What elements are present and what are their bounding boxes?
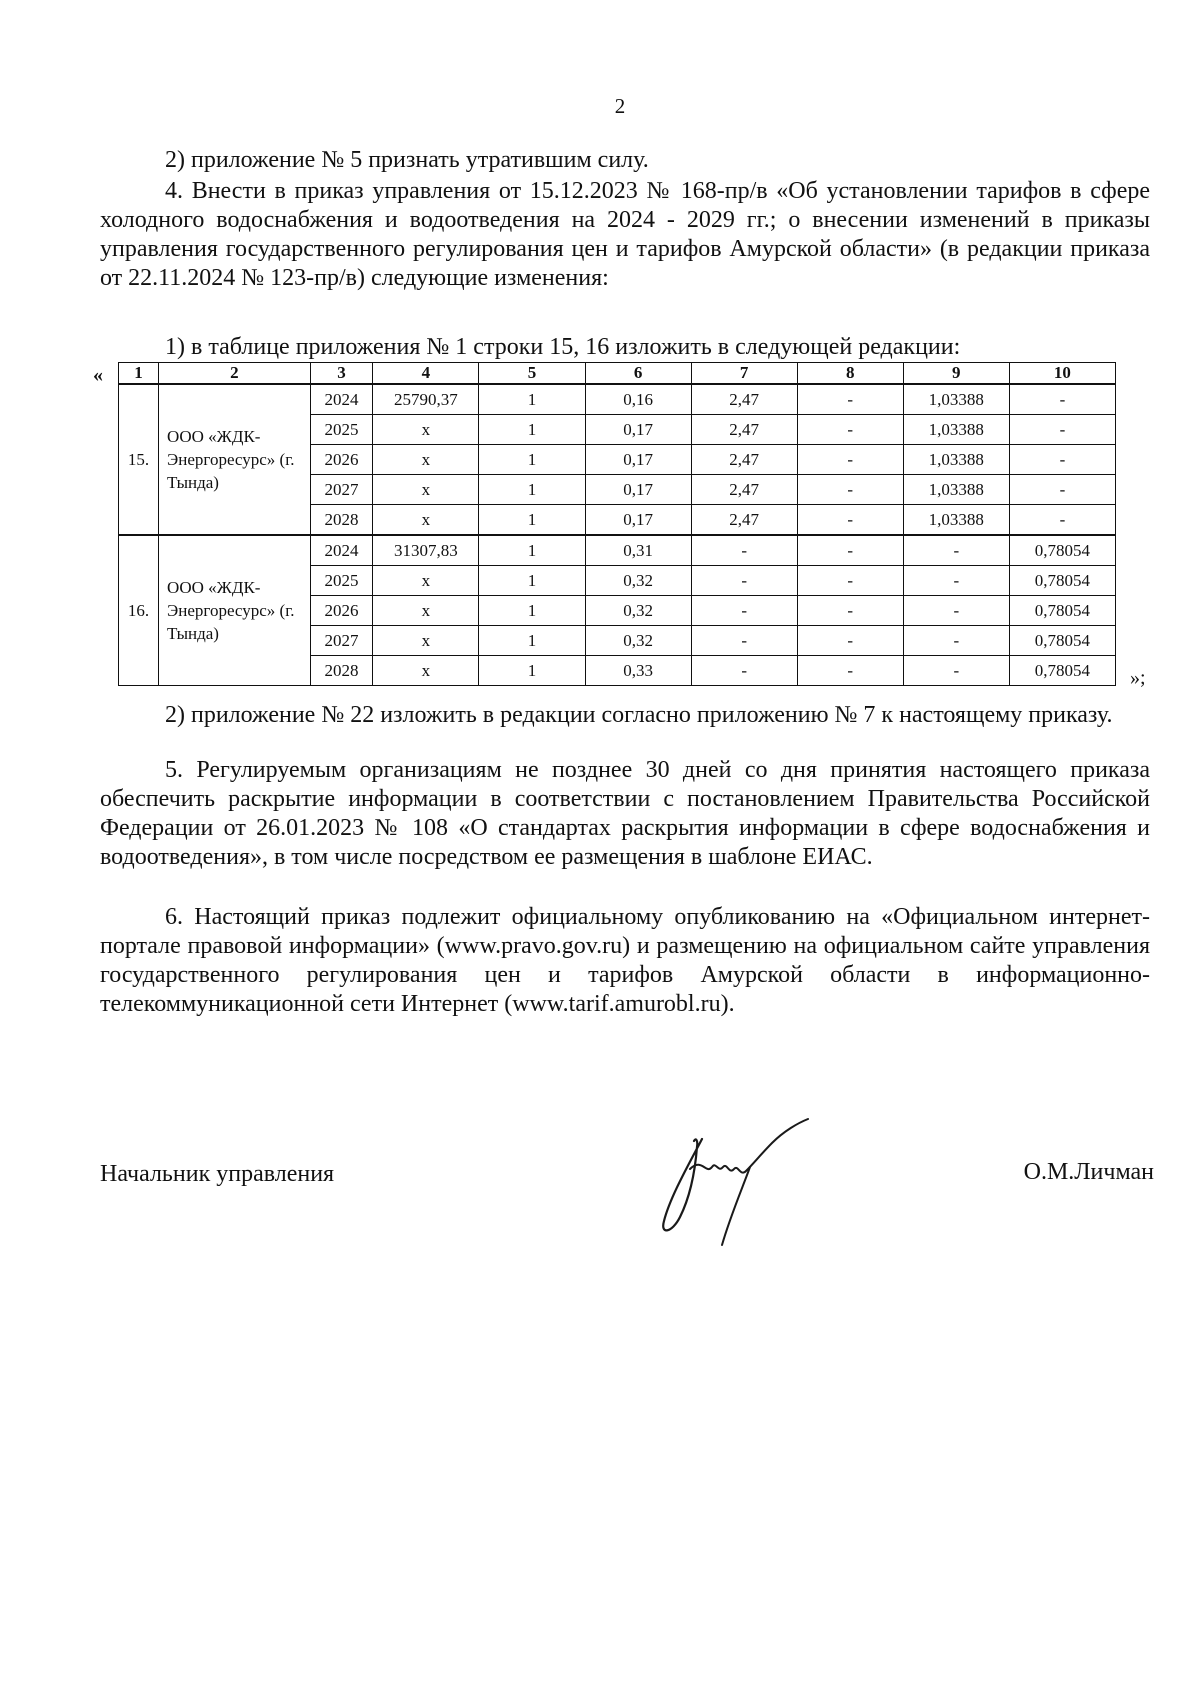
table-cell: 1 — [479, 566, 585, 596]
table-cell: 25790,37 — [373, 384, 479, 415]
table-cell: 1 — [479, 535, 585, 566]
table-cell: - — [797, 415, 903, 445]
table-cell: 1 — [479, 596, 585, 626]
table-cell: - — [1009, 445, 1115, 475]
signatory-name: О.М.Личман — [1023, 1159, 1154, 1185]
table-cell: 0,17 — [585, 445, 691, 475]
table-cell: 1,03388 — [903, 445, 1009, 475]
table-cell: - — [691, 535, 797, 566]
table-cell: 2028 — [310, 656, 373, 686]
row-number-cell: 15. — [119, 384, 159, 535]
table-cell: 0,78054 — [1009, 566, 1115, 596]
header-cell: 3 — [310, 363, 373, 385]
handwritten-signature — [650, 1117, 825, 1249]
table-cell: 2,47 — [691, 505, 797, 536]
table-cell: - — [903, 535, 1009, 566]
table-cell: 2,47 — [691, 445, 797, 475]
header-cell: 8 — [797, 363, 903, 385]
table-cell: 0,78054 — [1009, 596, 1115, 626]
table-cell: x — [373, 505, 479, 536]
table-row — [119, 384, 1116, 415]
table-close-quote: »; — [1130, 667, 1146, 689]
table-cell: 1,03388 — [903, 384, 1009, 415]
signatory-title: Начальник управления — [100, 1161, 335, 1187]
table-cell: x — [373, 445, 479, 475]
table-cell: 0,16 — [585, 384, 691, 415]
table-cell: 1 — [479, 656, 585, 686]
table-open-quote: « — [93, 364, 103, 386]
table-cell: - — [797, 384, 903, 415]
table-cell: 2026 — [310, 445, 373, 475]
paragraph-appendix-5: 2) приложение № 5 признать утратившим силу. — [165, 147, 649, 173]
header-cell: 4 — [373, 363, 479, 385]
header-cell: 6 — [585, 363, 691, 385]
table-cell: 1,03388 — [903, 505, 1009, 536]
paragraph-item-4-sub-1: 1) в таблице приложения № 1 строки 15, 16 изложить в следующей редакции: — [165, 334, 961, 360]
table-cell: 2026 — [310, 596, 373, 626]
table-cell: 2025 — [310, 566, 373, 596]
table-cell: 0,78054 — [1009, 535, 1115, 566]
table-cell: 1 — [479, 475, 585, 505]
table-cell: - — [797, 535, 903, 566]
table-cell: - — [691, 566, 797, 596]
table-cell: 0,17 — [585, 415, 691, 445]
table-cell: - — [691, 596, 797, 626]
table-cell: x — [373, 656, 479, 686]
table-cell: 0,17 — [585, 475, 691, 505]
table-cell: 1 — [479, 505, 585, 536]
table-cell: 2025 — [310, 415, 373, 445]
table-cell: x — [373, 596, 479, 626]
header-cell: 10 — [1009, 363, 1115, 385]
paragraph-item-4-sub-2: 2) приложение № 22 изложить в редакции согласно приложению № 7 к настоящему приказу. — [165, 702, 1113, 728]
table-cell: 1,03388 — [903, 475, 1009, 505]
table-cell: 0,78054 — [1009, 656, 1115, 686]
table-cell: 0,33 — [585, 656, 691, 686]
header-cell: 1 — [119, 363, 159, 385]
row-number-cell: 16. — [119, 535, 159, 686]
table-cell: x — [373, 475, 479, 505]
table-cell: 1 — [479, 415, 585, 445]
table-cell: 0,32 — [585, 566, 691, 596]
table-cell: 0,32 — [585, 596, 691, 626]
table-cell: - — [691, 626, 797, 656]
header-cell: 2 — [159, 363, 311, 385]
table-cell: - — [797, 505, 903, 536]
organization-cell: ООО «ЖДК-Энергоресурс» (г. Тында) — [159, 535, 311, 686]
table-cell: 2,47 — [691, 415, 797, 445]
table-cell: 2,47 — [691, 475, 797, 505]
paragraph-item-6: 6. Настоящий приказ подлежит официальному опубликованию на «Официальном интернет-портале правовой информации» (www.pravo.gov.ru) и размещению на официальном сайте управления государственного регулирования цен и тарифов Амурской области в информационно-телекоммуникационной сети Интернет (www.tarif.amurobl.ru). — [100, 904, 1150, 1017]
table-cell: - — [797, 475, 903, 505]
table-cell: - — [903, 596, 1009, 626]
table-cell: 2028 — [310, 505, 373, 536]
header-cell: 9 — [903, 363, 1009, 385]
table-cell: - — [903, 626, 1009, 656]
table-cell: 0,17 — [585, 505, 691, 536]
table-cell: - — [903, 566, 1009, 596]
table-cell: 2,47 — [691, 384, 797, 415]
table-cell: - — [797, 596, 903, 626]
header-cell: 5 — [479, 363, 585, 385]
table-cell: 2027 — [310, 626, 373, 656]
table-cell: - — [691, 656, 797, 686]
table-row — [119, 535, 1116, 566]
table-cell: - — [797, 656, 903, 686]
table-cell: 1 — [479, 445, 585, 475]
table-cell: 0,31 — [585, 535, 691, 566]
table-cell: 31307,83 — [373, 535, 479, 566]
table-cell: 1 — [479, 384, 585, 415]
table-cell: 2027 — [310, 475, 373, 505]
table-cell: 0,78054 — [1009, 626, 1115, 656]
organization-cell: ООО «ЖДК-Энергоресурс» (г. Тында) — [159, 384, 311, 535]
table-cell: x — [373, 566, 479, 596]
table-cell: - — [903, 656, 1009, 686]
paragraph-item-4: 4. Внести в приказ управления от 15.12.2023 № 168-пр/в «Об установлении тарифов в сфере холодного водоснабжения и водоотведения на 2024 - 2029 гг.; о внесении изменений в приказы управления государственного регулирования цен и тарифов Амурской области» (в редакции приказа от 22.11.2024 № 123-пр/в) следующие изменения: — [100, 178, 1150, 291]
tariff-table — [118, 362, 1116, 686]
paragraph-item-5: 5. Регулируемым организациям не позднее 30 дней со дня принятия настоящего приказа обеспечить раскрытие информации в соответствии с постановлением Правительства Российской Федерации от 26.01.2023 № 108 «О стандартах раскрытия информации в сфере водоснабжения и водоотведения», в том числе посредством ее размещения в шаблоне ЕИАС. — [100, 757, 1150, 870]
table-cell: 0,32 — [585, 626, 691, 656]
table-cell: - — [797, 445, 903, 475]
table-cell: 1,03388 — [903, 415, 1009, 445]
table-cell: - — [1009, 415, 1115, 445]
table-cell: - — [1009, 384, 1115, 415]
table-cell: - — [797, 566, 903, 596]
table-cell: 1 — [479, 626, 585, 656]
header-cell: 7 — [691, 363, 797, 385]
table-cell: - — [1009, 505, 1115, 536]
table-cell: 2024 — [310, 535, 373, 566]
table-cell: 2024 — [310, 384, 373, 415]
page-number: 2 — [614, 94, 626, 118]
table-cell: x — [373, 626, 479, 656]
table-cell: x — [373, 415, 479, 445]
table-cell: - — [797, 626, 903, 656]
table-cell: - — [1009, 475, 1115, 505]
table-header-row — [119, 363, 1116, 385]
